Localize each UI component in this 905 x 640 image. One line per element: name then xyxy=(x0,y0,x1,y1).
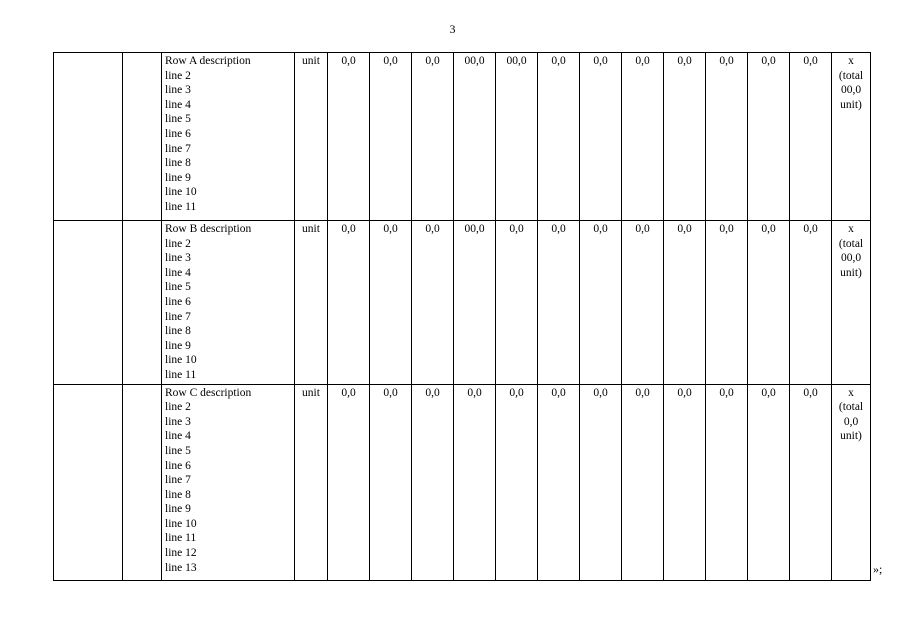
value-cell: 00,0 xyxy=(496,53,538,221)
empty-cell xyxy=(54,53,123,221)
value-cell: 0,0 xyxy=(370,384,412,580)
value-cell: 0,0 xyxy=(328,53,370,221)
value-cell: 0,0 xyxy=(412,221,454,385)
closing-quote-mark: »; xyxy=(873,562,883,576)
data-table xyxy=(53,52,871,581)
unit-cell: unit xyxy=(295,384,328,580)
value-cell: 0,0 xyxy=(328,384,370,580)
value-cell: 0,0 xyxy=(538,53,580,221)
value-cell: 0,0 xyxy=(370,53,412,221)
value-cell: 0,0 xyxy=(664,384,706,580)
table-row xyxy=(54,53,871,221)
value-cell: 00,0 xyxy=(454,221,496,385)
value-cell: 0,0 xyxy=(580,384,622,580)
value-cell: 0,0 xyxy=(790,221,832,385)
table-row xyxy=(54,221,871,385)
value-cell: 0,0 xyxy=(622,221,664,385)
unit-cell: unit xyxy=(295,53,328,221)
empty-cell xyxy=(123,384,162,580)
value-cell: 0,0 xyxy=(538,384,580,580)
value-cell: 0,0 xyxy=(370,221,412,385)
value-cell: 0,0 xyxy=(706,53,748,221)
row-description: Row A description line 2 line 3 line 4 line 5 line 6 line 7 line 8 line 9 line 10 line 11 xyxy=(162,53,295,221)
value-cell: 0,0 xyxy=(748,53,790,221)
value-cell: 0,0 xyxy=(496,221,538,385)
page-number: 3 xyxy=(449,22,456,36)
unit-cell: unit xyxy=(295,221,328,385)
value-cell: 0,0 xyxy=(454,384,496,580)
value-cell: 0,0 xyxy=(412,53,454,221)
value-cell: 00,0 xyxy=(454,53,496,221)
table-body xyxy=(54,53,871,581)
total-cell: x (total 0,0 unit) xyxy=(832,384,871,580)
value-cell: 0,0 xyxy=(412,384,454,580)
row-description: Row B description line 2 line 3 line 4 line 5 line 6 line 7 line 8 line 9 line 10 line 11 xyxy=(162,221,295,385)
value-cell: 0,0 xyxy=(706,384,748,580)
empty-cell xyxy=(123,53,162,221)
value-cell: 0,0 xyxy=(664,221,706,385)
value-cell: 0,0 xyxy=(790,384,832,580)
value-cell: 0,0 xyxy=(706,221,748,385)
row-description: Row C description line 2 line 3 line 4 line 5 line 6 line 7 line 8 line 9 line 10 line 11 line 12 line 13 xyxy=(162,384,295,580)
value-cell: 0,0 xyxy=(622,53,664,221)
value-cell: 0,0 xyxy=(580,53,622,221)
value-cell: 0,0 xyxy=(748,384,790,580)
value-cell: 0,0 xyxy=(664,53,706,221)
value-cell: 0,0 xyxy=(496,384,538,580)
empty-cell xyxy=(54,221,123,385)
value-cell: 0,0 xyxy=(790,53,832,221)
value-cell: 0,0 xyxy=(622,384,664,580)
total-cell: x (total 00,0 unit) xyxy=(832,221,871,385)
value-cell: 0,0 xyxy=(580,221,622,385)
empty-cell xyxy=(123,221,162,385)
value-cell: 0,0 xyxy=(748,221,790,385)
table-row xyxy=(54,384,871,580)
value-cell: 0,0 xyxy=(538,221,580,385)
total-cell: x (total 00,0 unit) xyxy=(832,53,871,221)
empty-cell xyxy=(54,384,123,580)
value-cell: 0,0 xyxy=(328,221,370,385)
